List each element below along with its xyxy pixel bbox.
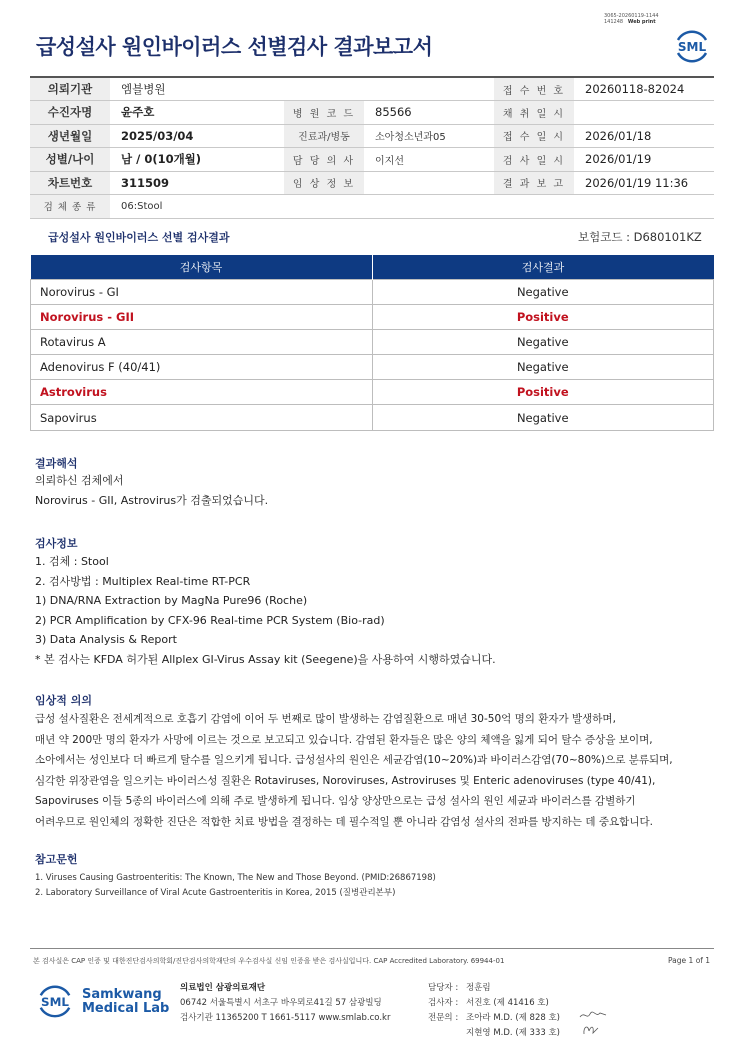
value-test-date: 2026/01/19 [574,148,714,172]
value-hospital-code: 85566 [364,101,494,125]
label-specimen-type: 검 체 종 류 [30,195,110,219]
insurance-code: 보험코드 : D680101KZ [578,230,702,244]
reference-item: 1. Viruses Causing Gastroenteritis: The Known, The New and Those Beyond. (PMID:26867198) [35,873,436,883]
test-result: Negative [372,355,714,380]
report-title: 급성설사 원인바이러스 선별검사 결과보고서 [36,35,433,59]
value-clinical-info [364,171,494,195]
test-item: Norovirus - GII [31,304,373,329]
label-receipt-no: 접 수 번 호 [494,77,574,101]
info-row [30,101,714,125]
test-result: Negative [372,329,714,354]
value-sex-age: 남 / 0(10개월) [110,148,284,172]
clinical-line: 소아에서는 성인보다 더 빠르게 탈수를 일으키게 됩니다. 급성설사의 원인은 세균감염(10~20%)과 바이러스감염(70~80%)으로 분류되며, [35,754,673,766]
interpretation-title: 결과해석 [35,457,78,470]
value-collection-date [574,101,714,125]
staff-info [428,981,560,1041]
results-header-row [31,255,714,279]
table-row [31,380,714,405]
test-info-line: 3) Data Analysis & Report [35,633,177,646]
patient-info-table [30,76,714,219]
staff-name: 지현영 M.D. (제 333 호) [466,1028,561,1038]
brand-line: Medical Lab [82,1001,170,1016]
label-report-date: 결 과 보 고 [494,171,574,195]
staff-role: 전문의 : [428,1013,459,1023]
info-row [30,124,714,148]
info-row [30,77,714,101]
test-result: Positive [372,380,714,405]
column-header-item: 검사항목 [31,255,373,279]
brand-line: Samkwang [82,987,162,1002]
interpretation-line: 의뢰하신 검체에서 [35,474,124,487]
table-row [31,304,714,329]
table-row [31,329,714,354]
sml-logo [672,26,712,66]
staff-role: 담당자 : [428,983,459,993]
column-header-result: 검사결과 [372,255,714,279]
test-item: Rotavirus A [31,329,373,354]
clinical-line: 급성 설사질환은 전세계적으로 호흡기 감염에 이어 두 번째로 많이 발생하는 감염질환으로 매년 30-50억 명의 환자가 발생하며, [35,713,616,725]
interpretation-body [35,471,268,511]
staff-role: 검사자 : [428,998,459,1008]
test-info-title: 검사정보 [35,537,78,550]
document-id [604,13,659,25]
signature-mark [578,1009,608,1021]
value-physician: 이지선 [364,148,494,172]
sml-logo-text: SML [677,40,707,54]
value-patient-name: 윤주호 [110,101,284,125]
clinical-title: 임상적 의의 [35,694,92,707]
results-section-title: 급성설사 원인바이러스 선별 검사결과 [48,231,230,244]
interpretation-line: Norovirus - GII, Astrovirus가 검출되었습니다. [35,494,269,507]
label-department: 진료과/병동 [284,124,364,148]
info-row [30,195,714,219]
sml-footer-logo-text: SML [41,994,69,1009]
table-row [31,405,714,430]
test-info-line: * 본 검사는 KFDA 허가된 Allplex GI-Virus Assay kit (Seegene)을 사용하여 시행하였습니다. [35,652,496,666]
references-title: 참고문헌 [35,853,78,866]
reference-item: 2. Laboratory Surveillance of Viral Acute Gastroenteritis in Korea, 2015 (질병관리본부) [35,888,396,898]
test-item: Sapovirus [31,405,373,430]
clinical-line: 매년 약 200만 명의 환자가 사망에 이르는 것으로 보고되고 있습니다. 감염된 환자들은 많은 양의 체액을 잃게 되어 탈수 증상을 보이며, [35,733,653,746]
label-test-date: 검 사 일 시 [494,148,574,172]
document-id-line1: 3065-20260119-1144 [604,13,659,19]
label-receipt-date: 접 수 일 시 [494,124,574,148]
label-birthdate: 생년월일 [30,124,110,148]
staff-name: 정훈림 [466,983,491,993]
value-receipt-no: 20260118-82024 [574,77,714,101]
test-info-body [35,552,496,669]
label-sex-age: 성별/나이 [30,148,110,172]
footer-divider [30,948,714,949]
label-collection-date: 채 취 일 시 [494,101,574,125]
test-info-line: 1. 검체 : Stool [35,555,109,568]
staff-name: 서진호 (제 41416 호) [466,998,549,1008]
test-item: Adenovirus F (40/41) [31,355,373,380]
test-result: Negative [372,279,714,304]
value-birthdate: 2025/03/04 [110,124,284,148]
label-hospital-code: 병 원 코 드 [284,101,364,125]
value-report-date: 2026/01/19 11:36 [574,171,714,195]
value-receipt-date: 2026/01/18 [574,124,714,148]
staff-name: 조아라 M.D. (제 828 호) [466,1013,561,1023]
sml-footer-logo [36,982,74,1020]
test-info-line: 2. 검사방법 : Multiplex Real-time RT-PCR [35,574,251,588]
organization-name: 의료법인 삼광의료재단 [180,983,266,993]
test-info-line: 2) PCR Amplification by CFX-96 Real-time PCR System (Bio-rad) [35,613,385,627]
document-id-line2: 141248 [604,19,624,25]
organization-contact: 검사기관 11365200 T 1661-5117 www.smlab.co.kr [180,1013,391,1023]
info-row [30,171,714,195]
test-item: Astrovirus [31,380,373,405]
organization-address: 06742 서울특별시 서초구 바우뫼로41길 57 삼광빌딩 [180,998,382,1008]
organization-info [180,981,390,1026]
results-table [30,255,714,431]
label-physician: 담 당 의 사 [284,148,364,172]
page-number: Page 1 of 1 [668,956,711,965]
clinical-line: 심각한 위장관염을 일으키는 바이러스성 질환은 Rotaviruses, Noroviruses, Astroviruses 및 Enteric adenoviruses (type 40/41), [35,774,656,787]
label-patient-name: 수진자명 [30,101,110,125]
value-specimen-type: 06:Stool [110,195,714,219]
info-row [30,148,714,172]
table-row [31,279,714,304]
references-body [35,871,436,901]
value-requesting-org: 엠블병원 [110,77,494,101]
test-item: Norovirus - GI [31,279,373,304]
label-chart-no: 차트번호 [30,171,110,195]
signature-mark [580,1022,602,1036]
brand-name [82,988,169,1016]
test-result: Positive [372,304,714,329]
clinical-line: 어려우므로 원인체의 정확한 진단은 적합한 치료 방법을 결정하는 데 필수적일 뿐 아니라 감염성 설사의 전파를 방지하는 데 중요합니다. [35,815,653,828]
web-print-label: Web print [627,19,656,25]
cap-accreditation-note: 본 검사실은 CAP 인증 및 대한진단검사의학회/진단검사의학재단의 우수검사실 신임 인증을 받은 검사실입니다. CAP Accredited Laboratory. 69944-01 [33,957,505,965]
label-requesting-org: 의뢰기관 [30,77,110,101]
label-clinical-info: 임 상 정 보 [284,171,364,195]
test-result: Negative [372,405,714,430]
clinical-line: Sapoviruses 이들 5종의 바이러스에 의해 주로 발생하게 됩니다. 임상 양상만으로는 급성 설사의 원인 세균과 바이러스를 감별하기 [35,795,636,807]
value-chart-no: 311509 [110,171,284,195]
value-department: 소아청소년과05 [364,124,494,148]
table-row [31,355,714,380]
test-info-line: 1) DNA/RNA Extraction by MagNa Pure96 (Roche) [35,594,308,607]
clinical-body [35,709,673,832]
